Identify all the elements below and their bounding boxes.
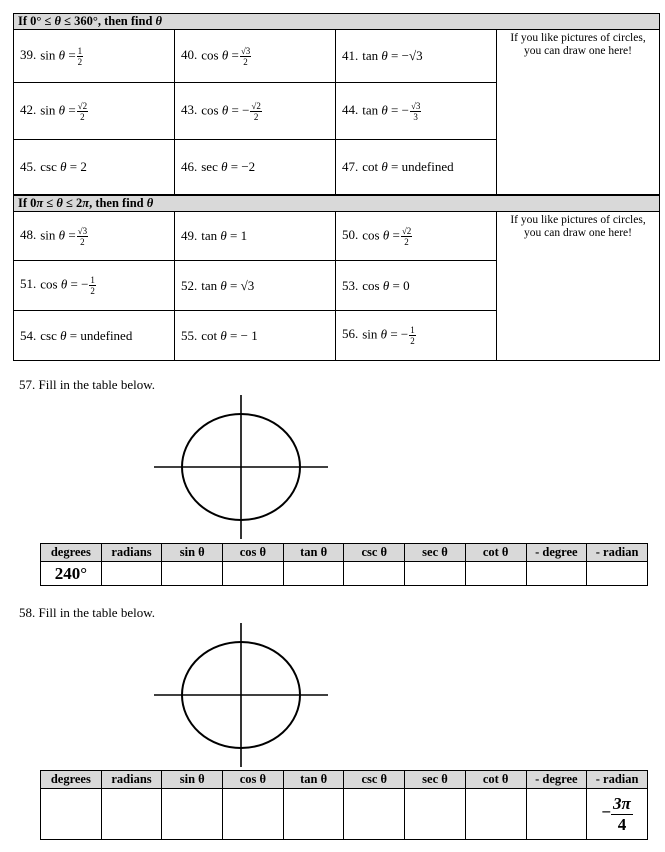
q58-table	[40, 770, 648, 840]
fraction: $\frac{√3}{3}$	[410, 100, 421, 122]
problem-52: 52. tan θ = √3	[175, 261, 336, 311]
unit-circle-diagram	[153, 623, 329, 767]
col-csc: csc θ	[344, 771, 405, 789]
answer-cell[interactable]	[465, 562, 526, 586]
col-radians: radians	[101, 771, 162, 789]
answer-cell[interactable]	[162, 789, 223, 840]
problem-48: 48. sin θ = $\frac{√3}{2}$	[14, 212, 175, 261]
answer-cell[interactable]	[344, 789, 405, 840]
problem-44: 44. tan θ = − $\frac{√3}{3}$	[336, 83, 497, 140]
answer-cell[interactable]	[41, 789, 102, 840]
circle-drawing-area[interactable]	[497, 30, 660, 195]
q57-header-row	[41, 544, 648, 562]
col-csc: csc θ	[344, 544, 405, 562]
fraction: $\frac{√3}{2}$	[77, 225, 88, 247]
col-cos: cos θ	[223, 544, 284, 562]
col-cot: cot θ	[465, 544, 526, 562]
col-tan: tan θ	[283, 771, 344, 789]
question-57: 57. Fill in the table below.	[19, 377, 155, 392]
answer-cell[interactable]	[526, 562, 587, 586]
problem-50: 50. cos θ = $\frac{√2}{2}$	[336, 212, 497, 261]
col-cot: cot θ	[465, 771, 526, 789]
unit-circle-diagram	[153, 395, 329, 539]
drawing-note: If you like pictures of circles, you can draw one here!	[510, 214, 646, 239]
given-neg-radian: − $\frac{3\pi}{4}$	[587, 789, 648, 840]
problem-51: 51. cos θ = − $\frac{1}{2}$	[14, 261, 175, 311]
col-tan: tan θ	[283, 544, 344, 562]
problem-53: 53. cos θ = 0	[336, 261, 497, 311]
problem-43: 43. cos θ = − $\frac{√2}{2}$	[175, 83, 336, 140]
problem-47: 47. cot θ = undefined	[336, 140, 497, 195]
fraction: $\frac{1}{2}$	[77, 45, 83, 67]
col-neg-radian: - radian	[587, 544, 648, 562]
problem-56: 56. sin θ = − $\frac{1}{2}$	[336, 311, 497, 361]
fraction: $\frac{1}{2}$	[410, 325, 415, 346]
given-degrees: 240°	[41, 562, 102, 586]
col-degrees: degrees	[41, 771, 102, 789]
answer-cell[interactable]	[101, 789, 162, 840]
fraction: $\frac{√2}{2}$	[77, 100, 88, 122]
answer-cell[interactable]	[465, 789, 526, 840]
q58-header-row	[41, 771, 648, 789]
answer-cell[interactable]	[283, 562, 344, 586]
problem-39: 39. sin θ = $\frac{1}{2}$	[14, 30, 175, 83]
problem-41: 41. tan θ = −√3	[336, 30, 497, 83]
problem-42: 42. sin θ = $\frac{√2}{2}$	[14, 83, 175, 140]
question-58: 58. Fill in the table below.	[19, 605, 155, 620]
problem-40: 40. cos θ = $\frac{√3}{2}$	[175, 30, 336, 83]
q57-answer-row	[41, 562, 648, 586]
col-radians: radians	[101, 544, 162, 562]
section2-header: If 0π ≤ θ ≤ 2π, then find θ	[14, 196, 660, 212]
answer-cell[interactable]	[101, 562, 162, 586]
answer-cell[interactable]	[587, 562, 648, 586]
col-sin: sin θ	[162, 544, 223, 562]
col-neg-radian: - radian	[587, 771, 648, 789]
problem-45: 45. csc θ = 2	[14, 140, 175, 195]
problem-54: 54. csc θ = undefined	[14, 311, 175, 361]
col-degrees: degrees	[41, 544, 102, 562]
fraction: $\frac{3\pi}{4}$	[613, 793, 631, 834]
section1-header: If 0° ≤ θ ≤ 360°, then find θ	[14, 14, 660, 30]
problem-55: 55. cot θ = − 1	[175, 311, 336, 361]
answer-cell[interactable]	[223, 789, 284, 840]
col-neg-degree: - degree	[526, 771, 587, 789]
problem-49: 49. tan θ = 1	[175, 212, 336, 261]
fraction: $\frac{√2}{2}$	[251, 100, 261, 122]
col-sin: sin θ	[162, 771, 223, 789]
section1-table	[13, 13, 660, 195]
col-sec: sec θ	[405, 544, 466, 562]
answer-cell[interactable]	[344, 562, 405, 586]
answer-cell[interactable]	[526, 789, 587, 840]
col-sec: sec θ	[405, 771, 466, 789]
drawing-note: If you like pictures of circles, you can draw one here!	[510, 32, 646, 57]
answer-cell[interactable]	[405, 562, 466, 586]
answer-cell[interactable]	[283, 789, 344, 840]
section2-table	[13, 195, 660, 361]
fraction: $\frac{√3}{2}$	[240, 45, 251, 67]
q57-table	[40, 543, 648, 586]
answer-cell[interactable]	[162, 562, 223, 586]
answer-cell[interactable]	[223, 562, 284, 586]
fraction: $\frac{√2}{2}$	[401, 225, 412, 247]
col-neg-degree: - degree	[526, 544, 587, 562]
fraction: $\frac{1}{2}$	[90, 275, 95, 296]
answer-cell[interactable]	[405, 789, 466, 840]
problem-46: 46. sec θ = −2	[175, 140, 336, 195]
col-cos: cos θ	[223, 771, 284, 789]
q58-answer-row	[41, 789, 648, 840]
circle-drawing-area[interactable]	[497, 212, 660, 361]
